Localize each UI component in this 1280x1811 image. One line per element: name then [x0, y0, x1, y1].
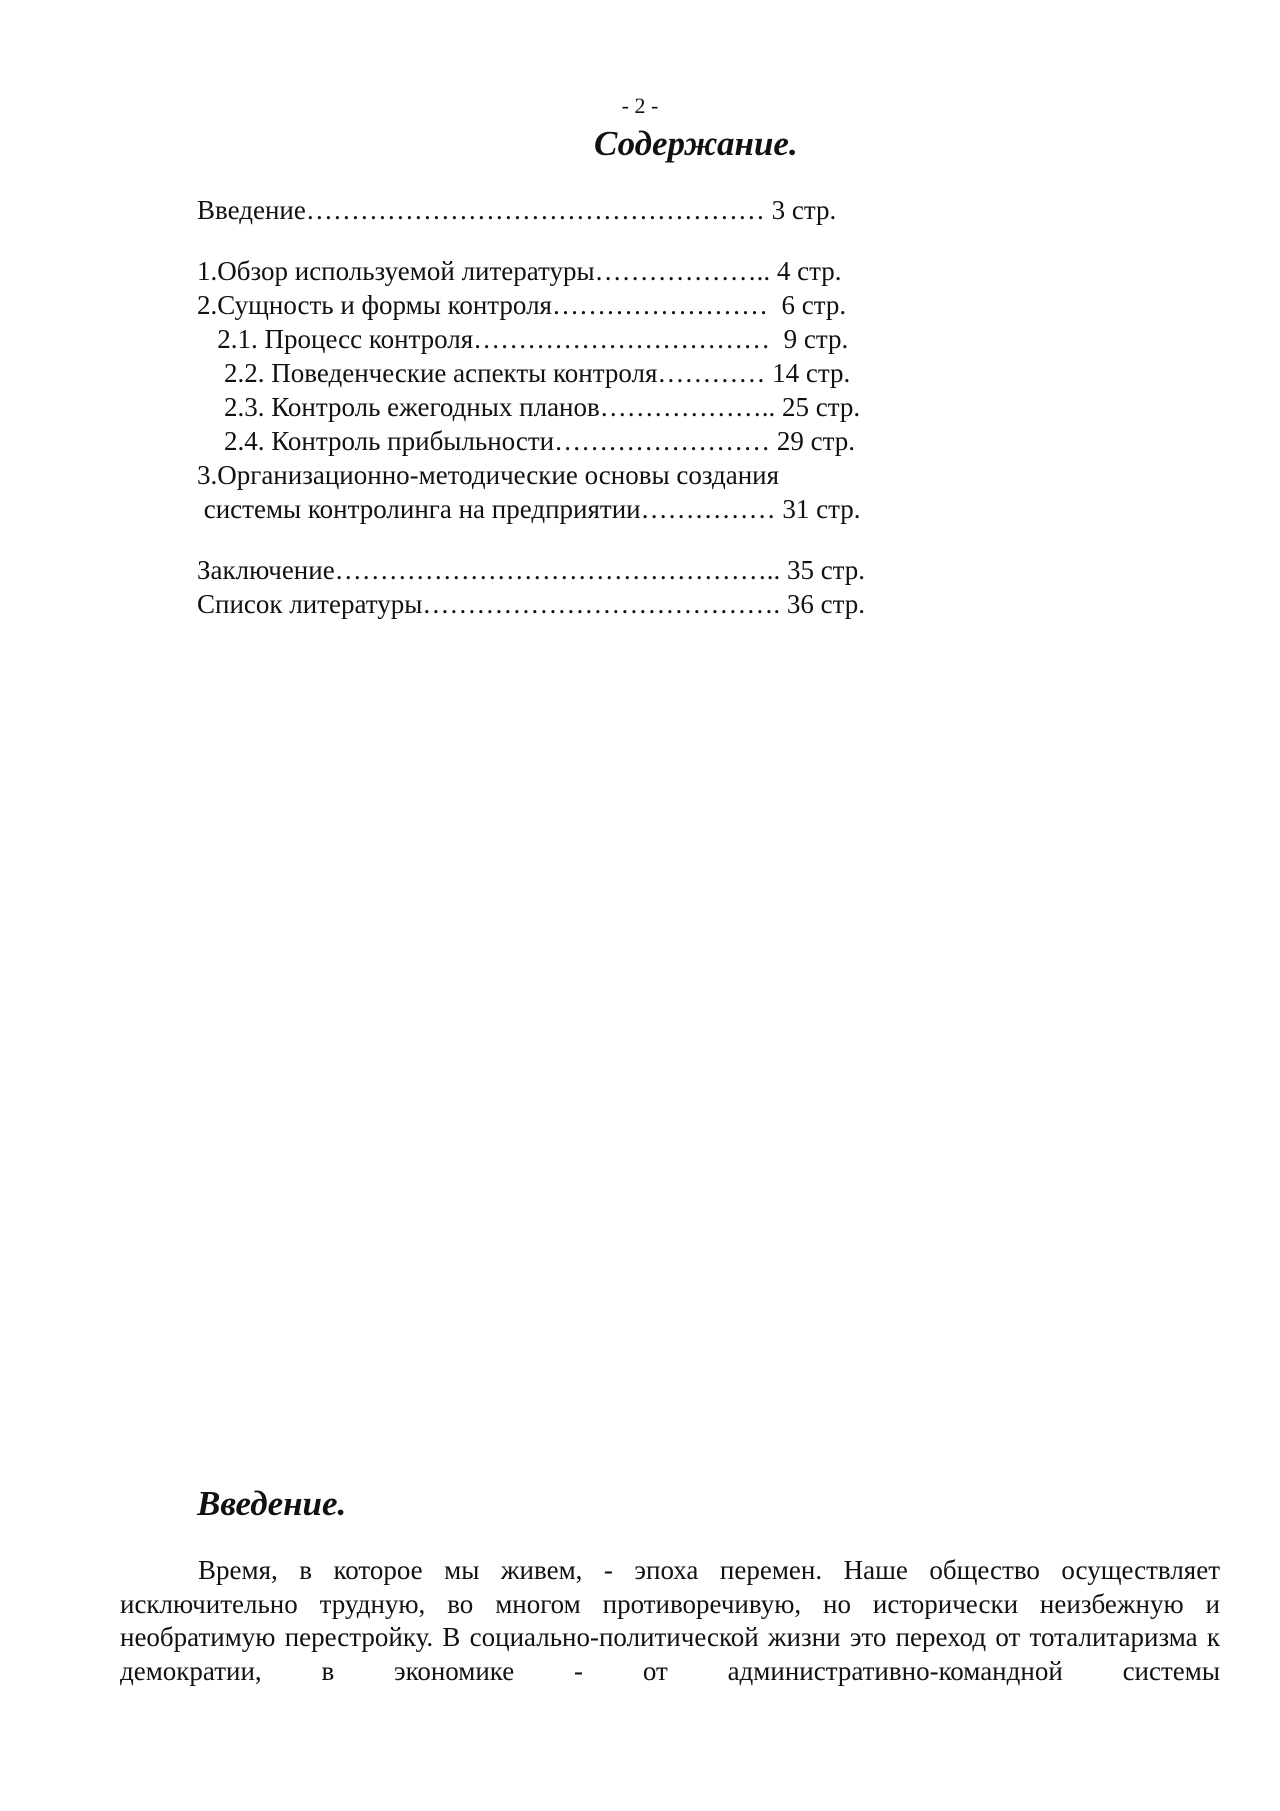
contents-title: Содержание. [594, 124, 798, 163]
toc-entry-3-line-1: 3.Организационно-методические основы создания [197, 460, 780, 490]
toc-entry-conclusion: Заключение………………………………………….. 35 стр. [197, 555, 866, 585]
table-of-contents [197, 193, 997, 621]
introduction-heading: Введение. [197, 1484, 347, 1523]
toc-entry-1: 1.Обзор используемой литературы……………….. 4 стр. [197, 256, 842, 286]
toc-entry-bibliography: Список литературы…………………………………. 36 стр. [197, 589, 865, 619]
toc-entry-2-3: 2.3. Контроль ежегодных планов……………….. 25 стр. [197, 392, 861, 422]
toc-entry-3-line-2: системы контролинга на предприятии…………… 31 стр. [197, 494, 861, 524]
introduction-paragraph [120, 1554, 1220, 1688]
toc-entry-2-1: 2.1. Процесс контроля…………………………… 9 стр. [197, 324, 849, 354]
introduction-paragraph-text: Время, в которое мы живем, - эпоха перемен. Наше общество осуществляет исключительно трудную, во многом противоречивую, но исторически неизбежную и необратимую перестройку. В социально-политической жизни это переход от тоталитаризма к демократии, в экономике - от административно-командной системы [120, 1555, 1220, 1686]
page-number: - 2 - [621, 93, 659, 118]
toc-entry-2-4: 2.4. Контроль прибыльности…………………… 29 стр. [197, 426, 855, 456]
toc-entry-introduction: Введение…………………………………………… 3 стр. [197, 195, 837, 225]
toc-entry-2: 2.Сущность и формы контроля…………………… 6 стр. [197, 290, 847, 320]
toc-entry-2-2: 2.2. Поведенческие аспекты контроля………… 14 стр. [197, 358, 851, 388]
